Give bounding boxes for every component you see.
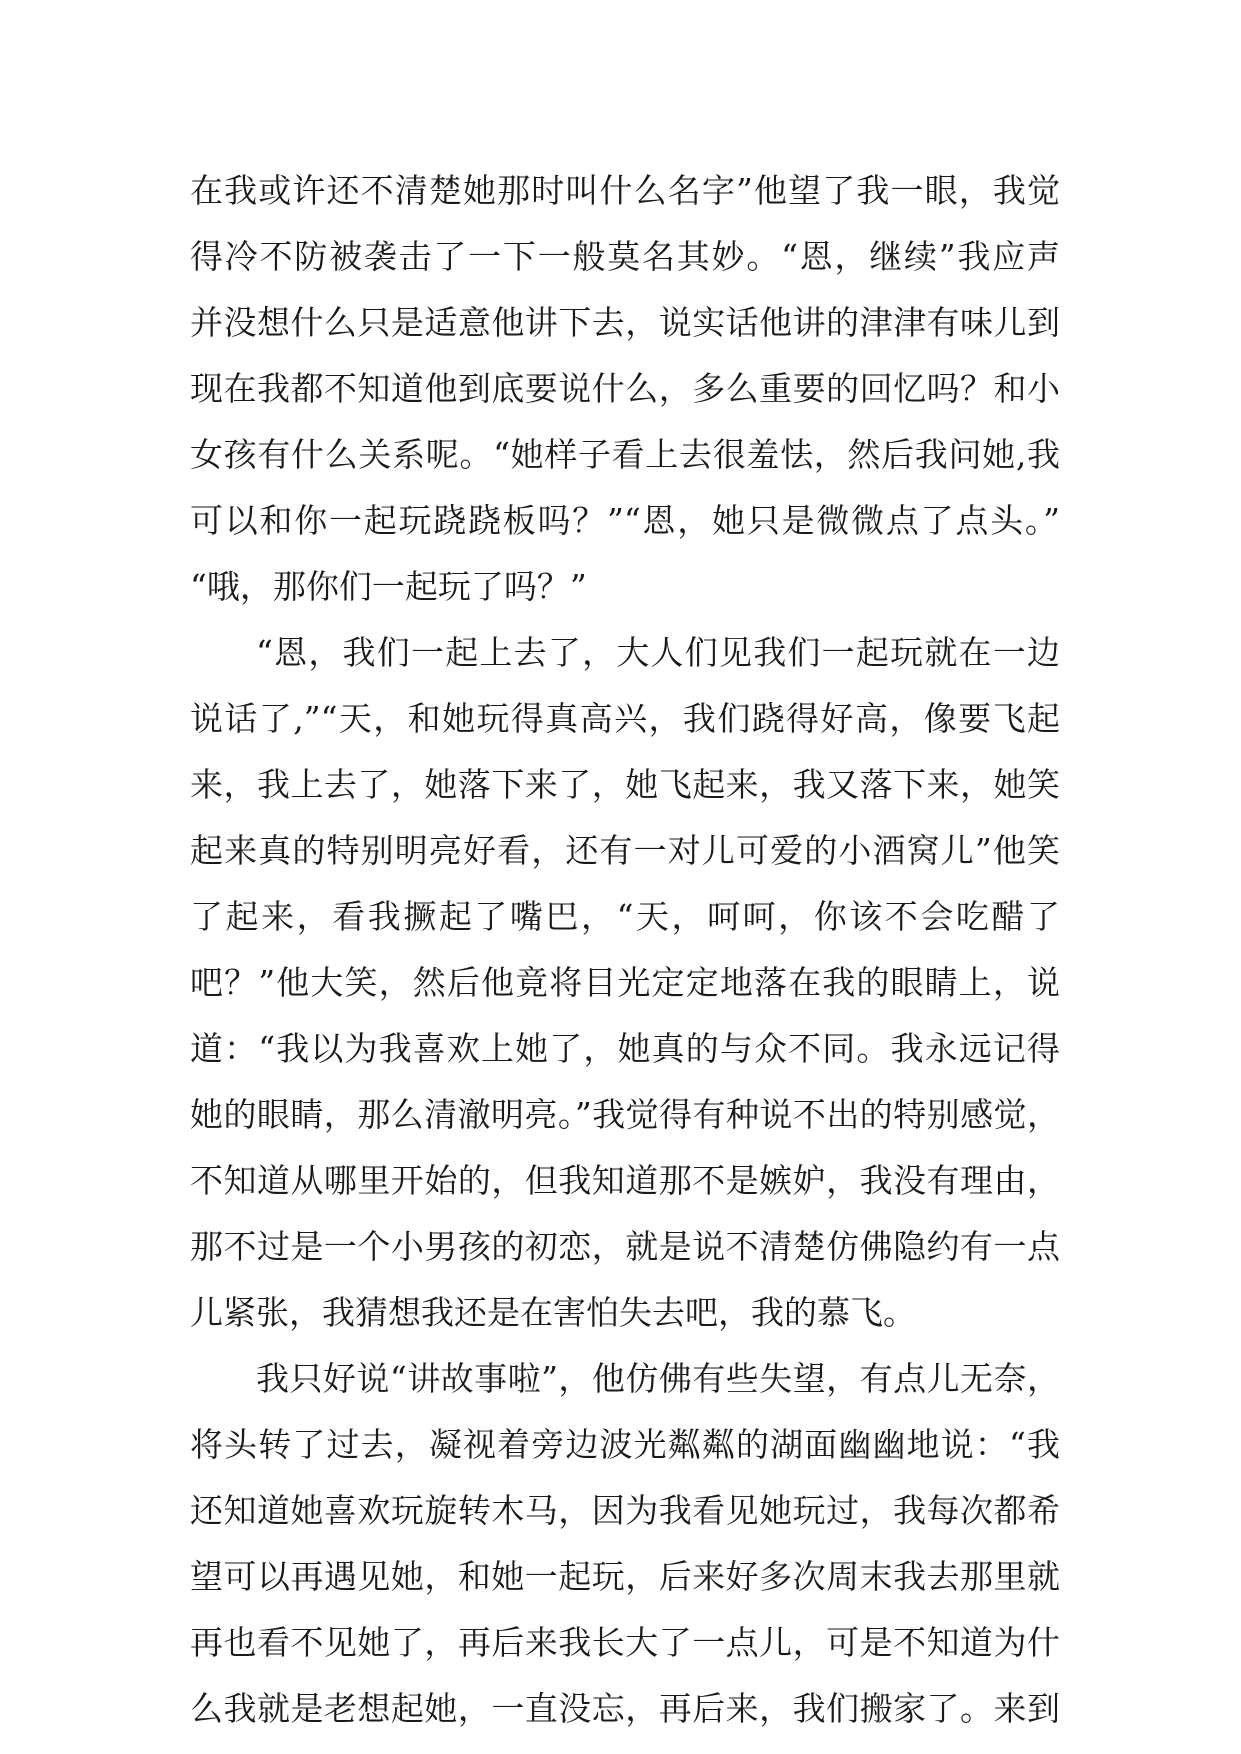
text-line: 望可以再遇见她，和她一起玩，后来好多次周末我去那里就 [190,1557,1060,1596]
text-line: 么我就是老想起她，一直没忘，再后来，我们搬家了。来到 [190,1689,1060,1728]
text-line: 起来真的特别明亮好看，还有一对儿可爱的小酒窝儿”他笑 [190,831,1060,870]
text-line: 我只好说“讲故事啦”，他仿佛有些失望，有点儿无奈， [256,1359,1060,1398]
text-line: 女孩有什么关系呢。“她样子看上去很羞怯，然后我问她,我 [190,435,1060,474]
paragraph-1 [190,158,1060,620]
text-line: 吧？”他大笑，然后他竟将目光定定地落在我的眼睛上，说 [190,963,1060,1002]
text-line: “哦，那你们一起玩了吗？” [190,567,587,606]
body-text [190,158,1060,1742]
paragraph-2 [190,620,1060,1346]
text-line: 并没想什么只是适意他讲下去，说实话他讲的津津有味儿到 [190,303,1060,342]
text-line: 将头转了过去，凝视着旁边波光粼粼的湖面幽幽地说：“我 [190,1425,1060,1464]
text-line: “恩，我们一起上去了，大人们见我们一起玩就在一边 [256,633,1060,672]
text-line: 她的眼睛，那么清澈明亮。”我觉得有种说不出的特别感觉， [190,1095,1060,1134]
text-line: 儿紧张，我猜想我还是在害怕失去吧，我的慕飞。 [190,1293,916,1332]
text-line: 再也看不见她了，再后来我长大了一点儿，可是不知道为什 [190,1623,1060,1662]
paragraph-3 [190,1346,1060,1742]
text-line: 可以和你一起玩跷跷板吗？”“恩，她只是微微点了点头。” [190,501,1060,540]
text-line: 道：“我以为我喜欢上她了，她真的与众不同。我永远记得 [190,1029,1060,1068]
text-line: 那不过是一个小男孩的初恋，就是说不清楚仿佛隐约有一点 [190,1227,1060,1266]
text-line: 现在我都不知道他到底要说什么，多么重要的回忆吗？和小 [190,369,1060,408]
text-line: 来，我上去了，她落下来了，她飞起来，我又落下来，她笑 [190,765,1060,804]
text-line: 了起来，看我撅起了嘴巴，“天，呵呵，你该不会吃醋了 [190,897,1060,936]
text-line: 在我或许还不清楚她那时叫什么名字”他望了我一眼，我觉 [190,171,1060,210]
text-line: 说话了,”“天，和她玩得真高兴，我们跷得好高，像要飞起 [190,699,1060,738]
text-line: 不知道从哪里开始的，但我知道那不是嫉妒，我没有理由， [190,1161,1060,1200]
text-line: 还知道她喜欢玩旋转木马，因为我看见她玩过，我每次都希 [190,1491,1060,1530]
text-line: 得冷不防被袭击了一下一般莫名其妙。“恩，继续”我应声 [190,237,1060,276]
